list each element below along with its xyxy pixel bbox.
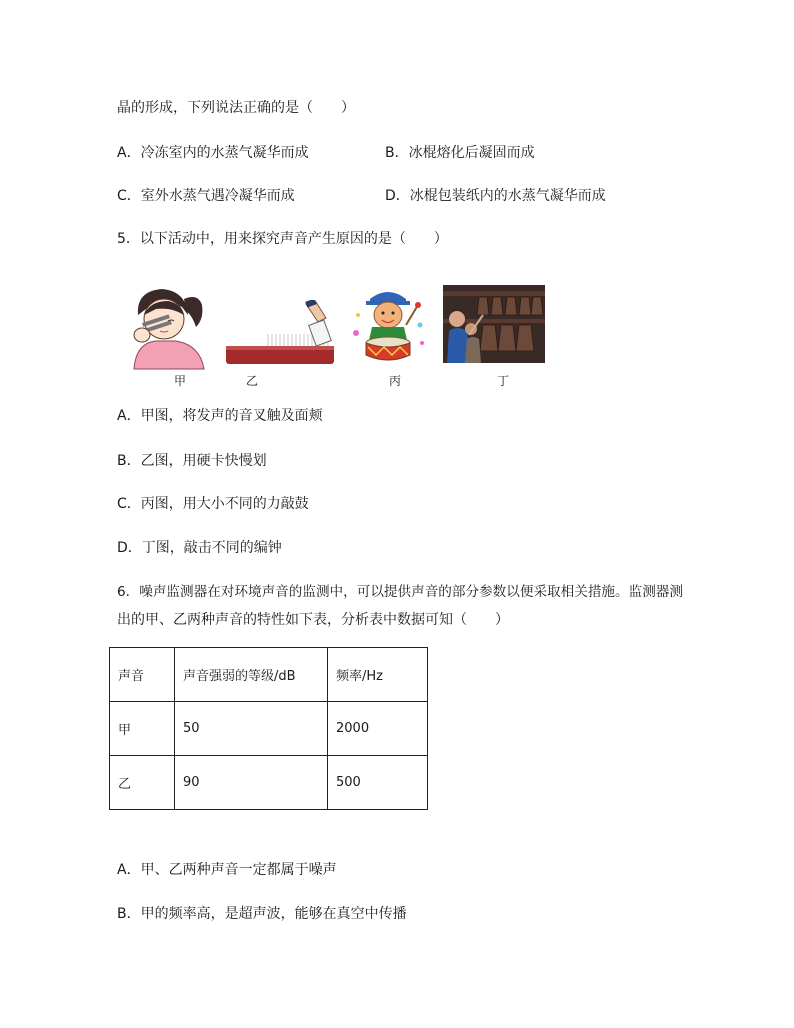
question-6-stem-line2: 出的甲、乙两种声音的特性如下表，分析表中数据可知（ ） [117, 612, 509, 628]
table-header-row [110, 648, 428, 702]
sound-characteristics-table [109, 647, 428, 810]
q5-option-b: B．乙图，用硬卡快慢划 [117, 453, 267, 469]
q4-option-a: A．冷冻室内的水蒸气凝华而成 [117, 145, 309, 161]
caption-yi: 乙 [246, 374, 259, 388]
table-cell: 乙 [110, 756, 175, 810]
table-header-cell: 声音 [110, 648, 175, 702]
table-header-cell: 声音强弱的等级/dB [175, 648, 328, 702]
q4-option-d: D．冰棍包装纸内的水蒸气凝华而成 [385, 188, 606, 204]
q6-option-a: A．甲、乙两种声音一定都属于噪声 [117, 862, 337, 878]
question-5-stem: 5．以下活动中，用来探究声音产生原因的是（ ） [117, 231, 448, 247]
table-cell: 甲 [110, 702, 175, 756]
caption-jia: 甲 [174, 374, 187, 388]
question-6-stem-line1: 6．噪声监测器在对环境声音的监测中，可以提供声音的部分参数以便采取相关措施。监测器测 [117, 584, 683, 600]
table-cell: 50 [175, 702, 328, 756]
q4-option-c: C．室外水蒸气遇冷凝华而成 [117, 188, 295, 204]
question-4-stem: 晶的形成，下列说法正确的是（ ） [117, 100, 355, 116]
q6-option-b: B．甲的频率高，是超声波，能够在真空中传播 [117, 906, 407, 922]
table-row [110, 756, 428, 810]
q5-option-d: D．丁图，敲击不同的编钟 [117, 540, 282, 556]
q4-option-b: B．冰棍熔化后凝固而成 [385, 145, 535, 161]
figure-yi-comb [222, 300, 338, 372]
table-row [110, 702, 428, 756]
caption-ding: 丁 [497, 374, 510, 388]
q5-option-a: A．甲图，将发声的音叉触及面颊 [117, 408, 323, 424]
q5-option-c: C．丙图，用大小不同的力敲鼓 [117, 496, 309, 512]
table-header-cell: 频率/Hz [328, 648, 428, 702]
table-cell: 500 [328, 756, 428, 810]
caption-bing: 丙 [389, 374, 402, 388]
figure-jia-tuning-fork [120, 285, 212, 370]
table-cell: 90 [175, 756, 328, 810]
figure-bing-drum [348, 285, 428, 363]
table-cell: 2000 [328, 702, 428, 756]
figure-ding-chime-bells [443, 285, 545, 363]
